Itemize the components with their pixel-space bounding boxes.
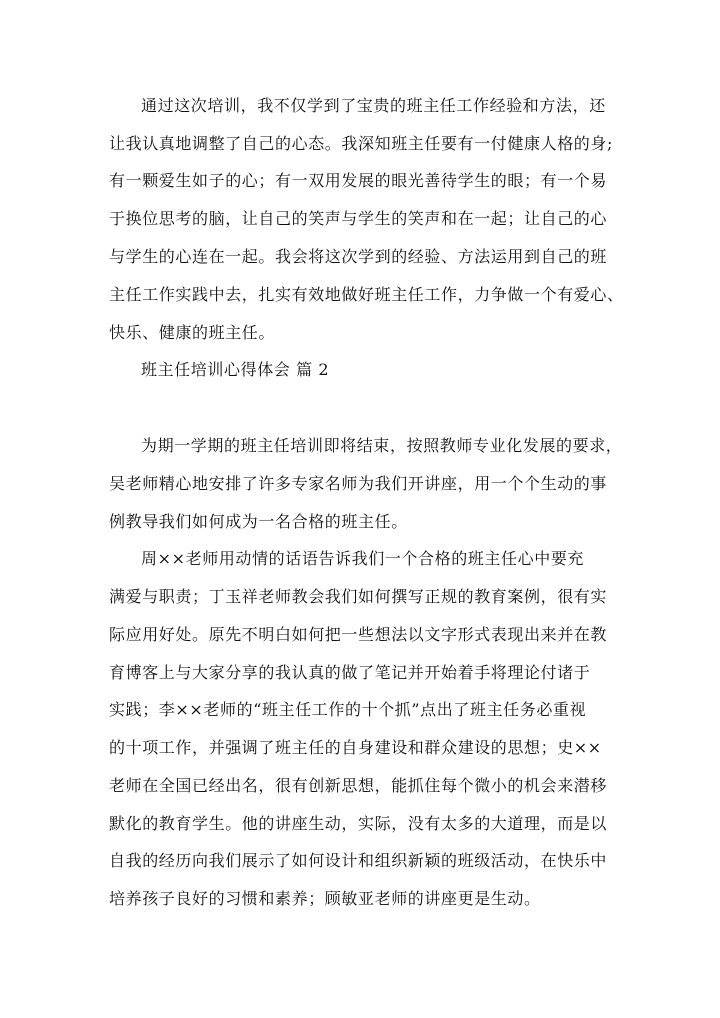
paragraph-1-line-2: 让我认真地调整了自己的心态。我深知班主任要有一付健康人格的身; [109,134,613,153]
paragraph-3-line-1: 周××老师用动情的话语告诉我们一个合格的班主任心中要充 [141,549,585,568]
paragraph-1-line-6: 主任工作实践中去，扎实有效地做好班主任工作，力争做一个有爱心、 [109,285,624,304]
paragraph-1-line-7: 快乐、健康的班主任。 [109,323,276,342]
paragraph-1-line-4: 于换位思考的脑，让自己的笑声与学生的笑声和在一起；让自己的心 [109,209,608,228]
paragraph-3-line-2: 满爱与职责；丁玉祥老师教会我们如何撰写正规的教育案例，很有实 [109,587,608,606]
paragraph-1-line-1: 通过这次培训，我不仅学到了宝贵的班主任工作经验和方法，还 [141,96,606,115]
section-heading: 班主任培训心得体会 篇 2 [141,360,330,379]
paragraph-2-line-2: 吴老师精心地安排了许多专家名师为我们开讲座，用一个个生动的事 [109,474,608,493]
paragraph-2-line-1: 为期一学期的班主任培训即将结束，按照教师专业化发展的要求， [141,436,623,455]
paragraph-3-line-5: 实践；李××老师的“班主任工作的十个抓”点出了班主任务必重视 [109,700,587,719]
paragraph-1-line-3: 有一颗爱生如子的心；有一双用发展的眼光善待学生的眼；有一个易 [109,171,608,190]
paragraph-3-line-4: 育博客上与大家分享的我认真的做了笔记并开始着手将理论付诸于 [109,663,591,682]
paragraph-1-line-5: 与学生的心连在一起。我会将这次学到的经验、方法运用到自己的班 [109,247,608,266]
paragraph-3-line-8: 默化的教育学生。他的讲座生动，实际，没有太多的大道理，而是以 [109,814,608,833]
paragraph-3-line-3: 际应用好处。原先不明白如何把一些想法以文字形式表现出来并在教 [109,625,608,644]
paragraph-3-line-7: 老师在全国已经出名，很有创新思想，能抓住每个微小的机会来潜移 [109,776,608,795]
paragraph-2-line-3: 例教导我们如何成为一名合格的班主任。 [109,512,408,531]
paragraph-3-line-10: 培养孩子良好的习惯和素养；顾敏亚老师的讲座更是生动。 [109,889,541,908]
paragraph-3-line-9: 自我的经历向我们展示了如何设计和组织新颖的班级活动，在快乐中 [109,851,608,870]
paragraph-3-line-6: 的十项工作，并强调了班主任的自身建设和群众建设的思想；史×× [109,738,602,757]
